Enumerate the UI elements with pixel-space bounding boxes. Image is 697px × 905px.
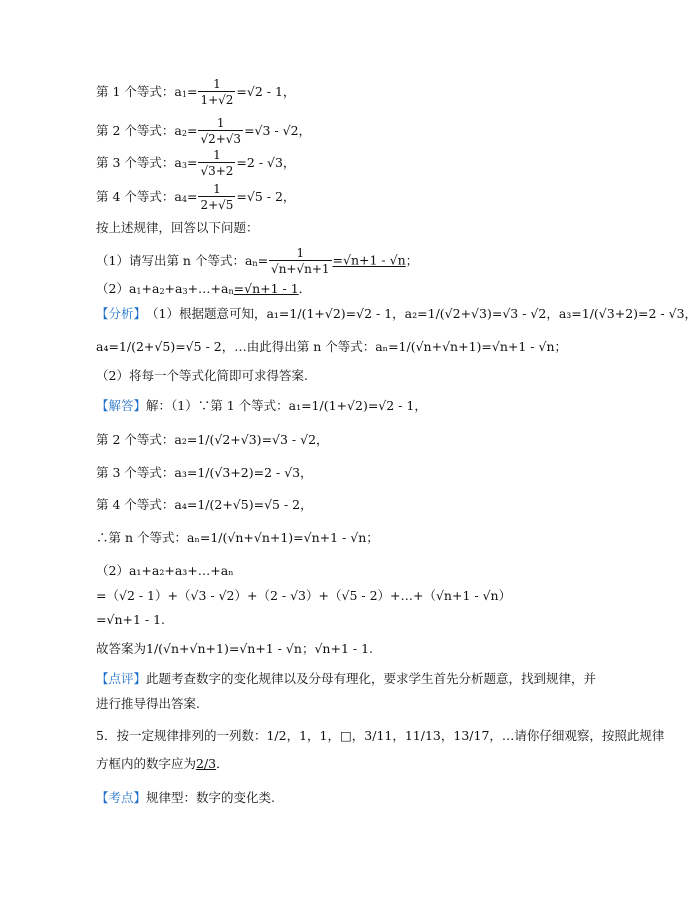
numerator: 1 [213,148,221,162]
solution-text: 解：（1）∵第 1 个等式：a₁=1/(1+√2)=√2 - 1， [146,398,427,413]
kaodian-tag: 【考点】 [96,790,147,805]
denominator: √n+√n+1 [271,262,330,276]
solution-line-4: 第 4 个等式：a₄=1/(2+√5)=√5 - 2， [96,497,313,512]
q5-tail: ． [216,756,229,771]
fraction [269,247,332,275]
eq-rhs: =2 - √3， [236,154,296,170]
q5-prompt: 方框内的数字应为 [96,756,197,771]
subscript: 2 [181,129,187,138]
analysis-text: （1）根据题意可知，a₁=1/(1+√2)=√2 - 1，a₂=1/(√2+√3)=√3 - √2，a₃=1/(√3+2)=2 - √3， [146,306,697,321]
plus-term: +a [164,281,183,296]
q2-tail: ． [298,281,312,296]
plus-term: +a [141,281,160,296]
denominator: √3+2 [200,164,234,178]
analysis-line-3: （2）将每一个等式化简即可求得答案. [96,368,308,383]
q2-answer: =√n+1 - 1 [233,281,299,296]
comment-line-2: 进行推导得出答案. [96,696,200,711]
subscript: n [228,287,234,297]
solution-line-7: =（√2 - 1）+（√3 - √2）+（2 - √3）+（√5 - 2）+…+（√n+1 - √n） [96,588,512,603]
q2-label: （2）a [96,281,137,296]
solution-line-9: 故答案为1/(√n+√n+1)=√n+1 - √n；√n+1 - 1. [96,641,373,656]
numerator: 1 [213,77,221,91]
eq-label: 第 1 个等式：a [96,83,182,99]
comment-line-1 [96,673,596,686]
numerator: 1 [296,246,305,260]
eq-label: 第 2 个等式：a [96,122,182,138]
analysis-tag: 【分析】 [96,306,147,321]
intro-eq-4 [96,183,295,211]
plus-term: +…+a [187,281,229,296]
question-1 [96,247,418,275]
intro-eq-1 [96,78,295,106]
answer-text: =√n+1 - √n [332,252,406,268]
solution-line-5: ∴第 n 个等式：aₙ=1/(√n+√n+1)=√n+1 - √n； [96,530,379,545]
subscript: 2 [159,287,165,297]
fraction [198,149,235,177]
question-2 [96,283,311,296]
analysis-line-1 [96,308,697,321]
q1-tail: ； [405,252,419,268]
eq-rhs: =√5 - 2， [236,188,296,204]
solution-line-1 [96,400,427,413]
subscript: 1 [181,90,187,99]
comment-text: 此题考查数字的变化规律以及分母有理化，要求学生首先分析题意，找到规律，并 [146,671,597,686]
eq-sign: = [257,252,269,268]
eq-sign: = [186,83,198,99]
eq-sign: = [186,188,198,204]
kaodian-text: 规律型：数字的变化类. [146,790,275,805]
eq-label: 第 3 个等式：a [96,154,182,170]
solution-line-6: （2）a₁+a₂+a₃+…+aₙ [96,563,234,578]
solution-line-3: 第 3 个等式：a₃=1/(√3+2)=2 - √3， [96,465,313,480]
q1-answer [268,247,406,275]
subscript: n [252,259,258,268]
eq-label: 第 4 个等式：a [96,188,182,204]
fraction [198,117,243,145]
q5-answer: 2/3 [196,756,217,771]
eq-sign: = [186,122,198,138]
solution-tag: 【解答】 [96,398,147,413]
numerator: 1 [216,116,225,130]
denominator: 2+√5 [200,198,234,212]
subscript: 1 [136,287,142,297]
eq-sign: = [186,154,198,170]
q5-line-1: 5．按一定规律排列的一列数：1/2，1，1，□，3/11，11/13，13/17，…请你仔细观察，按照此规律 [96,728,665,743]
comment-tag: 【点评】 [96,671,147,686]
intro-eq-2 [96,117,311,145]
denominator: 1+√2 [200,93,234,107]
intro-eq-3 [96,149,295,177]
q1-label: （1）请写出第 n 个等式：a [96,252,253,268]
solution-line-8: =√n+1 - 1. [96,612,166,627]
denominator: √2+√3 [200,132,242,146]
eq-rhs: =√2 - 1， [236,83,296,99]
analysis-line-2: a₄=1/(2+√5)=√5 - 2，…由此得出第 n 个等式：aₙ=1/(√n+√n+1)=√n+1 - √n； [96,339,567,354]
subscript: 3 [181,161,187,170]
subscript: 4 [181,195,187,204]
fraction [198,78,235,106]
prompt-text: 按上述规律，回答以下问题： [96,220,259,235]
numerator: 1 [213,182,221,196]
q5-line-2 [96,758,229,771]
kaodian-line [96,792,275,805]
solution-line-2: 第 2 个等式：a₂=1/(√2+√3)=√3 - √2， [96,432,329,447]
fraction [198,183,235,211]
eq-rhs: =√3 - √2， [244,122,312,138]
subscript: 3 [182,287,188,297]
